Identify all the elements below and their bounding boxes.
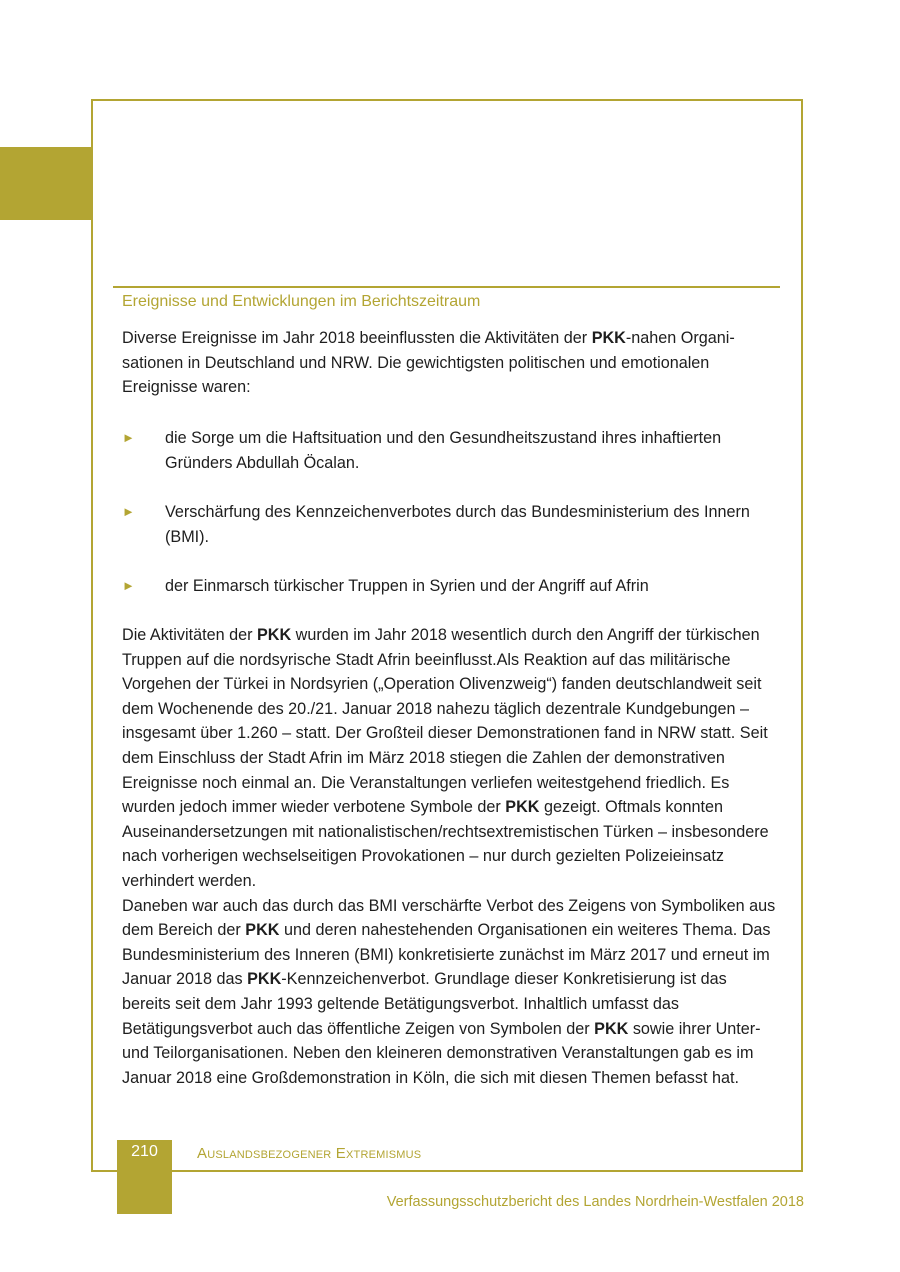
pkk-bold: PKK (256, 626, 292, 644)
list-item-text: der Einmarsch türkischer Truppen in Syrien und der Angriff auf Afrin (165, 577, 649, 595)
page-number: 210 (131, 1143, 158, 1160)
text-run: -Kennzeichenverbot. Grundlage dieser Konkretisierung ist das bereits seit dem Jahr 1993 geltende Betätigungsverbot. Inhaltlich umfasst das Betätigungsverbot auch das öffentliche Zeigen von Symbolen der (122, 970, 727, 1038)
text-run: Daneben war auch das durch das BMI verschärfte Verbot des Zeigens von Symboliken aus dem Bereich der (122, 896, 776, 940)
body-text (122, 623, 777, 1090)
intro-text: Diverse Ereignisse im Jahr 2018 beeinflussten die Aktivitäten der (122, 329, 592, 347)
triangle-bullet-icon: ► (122, 578, 135, 593)
pkk-bold: PKK (245, 921, 280, 940)
intro-text-end: -nahen Organi-sationen in Deutschland und NRW. Die gewichtigsten politischen und emotionalen Ereignisse waren: (122, 329, 735, 397)
text-run: Die Aktivitäten der (122, 626, 257, 644)
pkk-bold: PKK (505, 798, 540, 817)
list-item-text: Verschärfung des Kennzeichenverbotes durch das Bundesministerium des Innern (BMI). (165, 503, 750, 546)
triangle-bullet-icon: ► (122, 430, 135, 445)
list-item-text: die Sorge um die Haftsituation und den Gesundheitszustand ihres inhaftierten Gründers Abdullah Öcalan. (165, 429, 722, 472)
section-heading: Ereignisse und Entwicklungen im Berichtszeitraum (122, 293, 481, 310)
triangle-bullet-icon: ► (122, 504, 135, 519)
text-run: wurden im Jahr 2018 wesentlich durch den Angriff der türkischen Truppen auf die nordsyrische Stadt Afrin beeinflusst.Als Reaktion auf das militärische Vorgehen der Türkei in Nordsyrien („Operation Olivenzweig“) fanden deutschlandweit seit dem Wochenende des 20./21. Januar 2018 nahezu täglich dezentrale Kundgebungen – insgesamt über 1.260 – statt. Der Großteil dieser Demonstrationen fand in NRW statt. Seit dem Einschluss der Stadt Afrin im März 2018 stiegen die Zahlen der demonstrativen Ereignisse noch einmal an. Die Veranstaltungen verliefen weitestgehend friedlich. Es wurden jedoch immer wieder verbotene Symbole der (122, 626, 768, 817)
pkk-bold: PKK (247, 970, 282, 989)
intro-paragraph (122, 326, 777, 400)
paragraph-kennzeichenverbot (122, 894, 777, 1091)
text-run: gezeigt. Oftmals konnten Auseinandersetzungen mit nationalistischen/rechtsextremistischen Türken – insbesondere nach vorherigen wechselseitigen Provokationen – nur durch gezielten Polizeieinsatz verhindert werden. (122, 798, 769, 890)
publication-title: Verfassungsschutzbericht des Landes Nordrhein-Westfalen 2018 (386, 1194, 804, 1210)
text-run: sowie ihrer Unter- und Teilorganisationen. Neben den kleineren demonstrativen Veranstaltungen gab es im Januar 2018 eine Großdemonstration in Köln, die sich mit diesen Themen befasst hat. (122, 1019, 761, 1087)
section-divider (113, 286, 780, 288)
pkk-bold: PKK (594, 1019, 629, 1038)
paragraph-afrin (122, 623, 777, 894)
text-run: und deren nahestehenden Organisationen ein weiteres Thema. Das Bundesministerium des Inneren (BMI) konkretisierte zunächst im März 2017 und erneut im Januar 2018 das (122, 921, 771, 989)
intro-pkk: PKK (591, 329, 626, 347)
running-head: Auslandsbezogener Extremismus (197, 1145, 422, 1162)
chapter-tab-marker (0, 147, 91, 220)
